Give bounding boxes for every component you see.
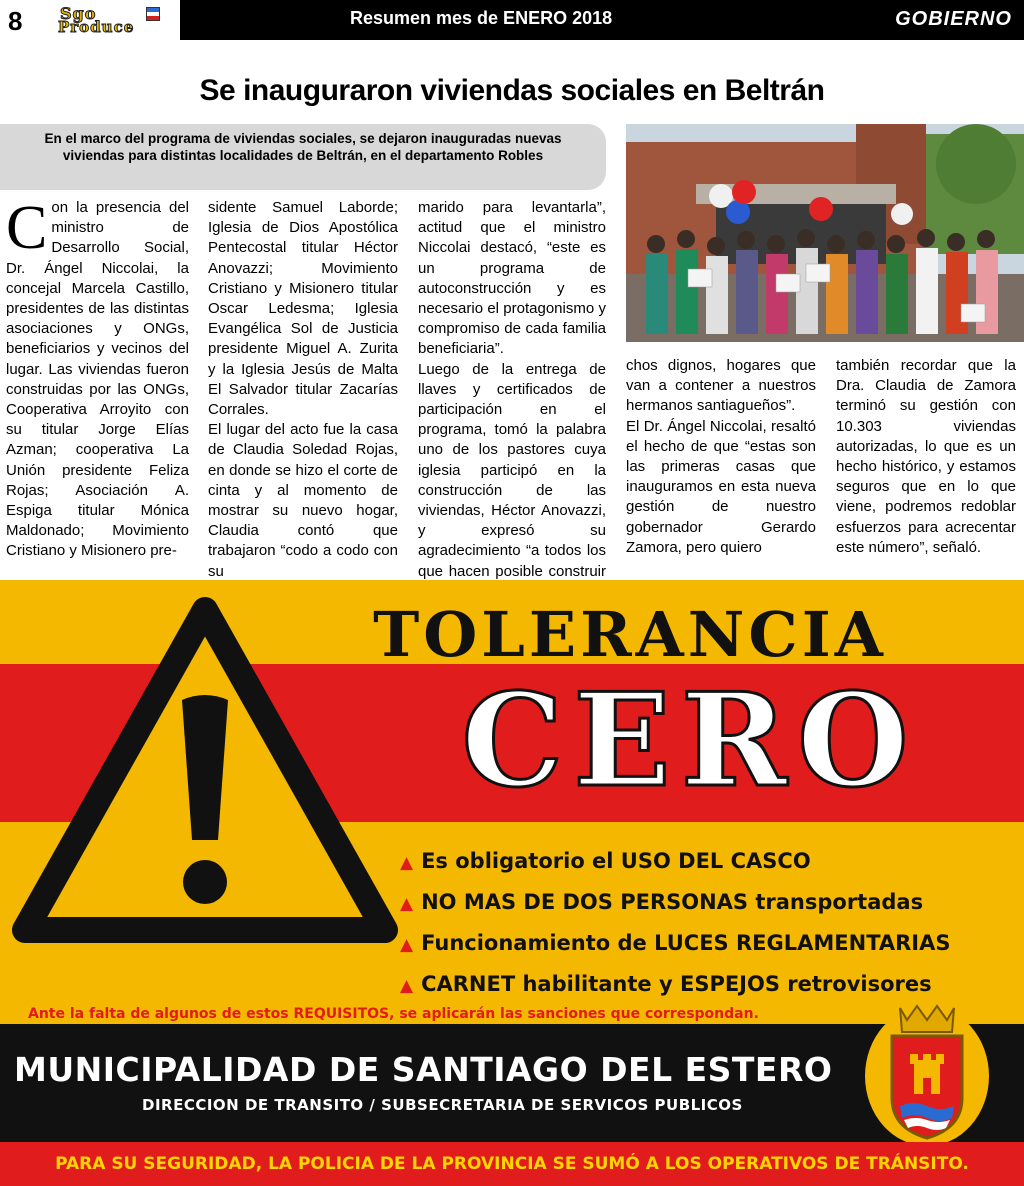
flag-icon: [146, 7, 160, 21]
column-4-paragraph-1: chos dignos, hogares que van a contener a nuestros hermanos santiagueños”.: [626, 357, 816, 415]
triangle-bullet-icon: ▲: [400, 976, 414, 996]
police-message: PARA SU SEGURIDAD, LA POLICIA DE LA PROVINCIA SE SUMÓ A LOS OPERATIVOS DE TRÁNSITO.: [55, 1154, 969, 1174]
page-number: 8: [8, 6, 23, 36]
housing-photo-illustration: [626, 124, 1024, 342]
publication-logo: [56, 4, 174, 36]
requirement-text: Funcionamiento de LUCES REGLAMENTARIAS: [421, 931, 951, 955]
requirement-text: Es obligatorio el USO DEL CASCO: [421, 849, 811, 873]
ad-title-cero: CERO: [461, 666, 919, 816]
requirement-item: [400, 883, 1000, 924]
article-column-3: [418, 198, 606, 602]
article-photo: [626, 124, 1024, 342]
logo-line1: Sgo: [60, 4, 97, 23]
drop-cap: C: [6, 194, 48, 262]
triangle-bullet-icon: ▲: [400, 853, 414, 873]
article-column-5: [836, 356, 1016, 558]
section-title: GOBIERNO: [895, 8, 1012, 30]
article-column-2: [208, 198, 398, 582]
column-2-paragraph-1: sidente Samuel Laborde; Iglesia de Dios Apostólica Pentecostal titular Héctor Anovazzi; Movimiento Cristiano y Misionero titular Oscar Ledesma; Iglesia Evangélica Sol de Justicia presidente Miguel A. Zurita y la Iglesia Jesús de Malta El Salvador titular Zacarías Corrales.: [208, 199, 398, 419]
column-2-paragraph-2: El lugar del acto fue la casa de Claudia Soledad Rojas, en donde se hizo el corte de cinta y al momento de mostrar su nuevo hogar, Claudia contó que trabajaron “codo a codo con su: [208, 421, 398, 580]
article-column-1: [6, 194, 189, 562]
department-name: DIRECCION DE TRANSITO / SUBSECRETARIA DE SERVICOS PUBLICOS: [142, 1096, 743, 1114]
municipality-name: MUNICIPALIDAD DE SANTIAGO DEL ESTERO: [14, 1050, 833, 1089]
traffic-advertisement: [0, 580, 1024, 1186]
page-header: [0, 0, 1024, 40]
triangle-bullet-icon: ▲: [400, 935, 414, 955]
column-3-paragraph-2: Luego de la entrega de llaves y certificados de participación en el programa, tomó la palabra uno de los pastores cuya iglesia participó en la construcción de las viviendas, Héctor Anovazzi, y expresó su agradecimiento “a todos los que hacen posible construir: [418, 360, 606, 580]
article-headline: Se inauguraron viviendas sociales en Beltrán: [199, 74, 825, 107]
requirement-item: [400, 924, 1000, 965]
column-4-paragraph-2: El Dr. Ángel Niccolai, resaltó el hecho de que “estas son las primeras casas que inauguramos en esta nueva gestión de nuestro gobernador Gerardo Zamora, pero quiero: [626, 417, 816, 556]
ad-title-tolerancia: TOLERANCIA: [373, 598, 887, 671]
requirements-list: [400, 842, 1000, 1006]
issue-title: Resumen mes de ENERO 2018: [350, 8, 613, 28]
triangle-bullet-icon: ▲: [400, 894, 414, 914]
requirement-item: [400, 842, 1000, 883]
crest-icon: [862, 998, 992, 1148]
column-5-text: también recordar que la Dra. Claudia de Zamora terminó su gestión con 10.303 viviendas autorizadas, lo que es un hecho histórico, y estamos seguros que en lo que viene, podremos redoblar esfuerzos para acrecentar este número”, señaló.: [836, 357, 1016, 556]
sanction-notice: Ante la falta de algunos de estos REQUISITOS, se aplicarán las sanciones que correspondan.: [28, 1006, 759, 1022]
article-column-4: [626, 356, 816, 558]
column-1-text: on la presencia del ministro de Desarrollo Social, Dr. Ángel Niccolai, la concejal Marcela Castillo, presidentes de las distintas asociaciones y ONGs, beneficiarios y vecinos del lugar. Las viviendas fueron construidas por las ONGs, Cooperativa Arroyito con su titular Jorge Elías Azman; cooperativa La Unión presidente Feliza Rojas; Asociación A. Espiga titular Mónica Maldonado; Movimiento Cristiano y Misionero pre-: [6, 199, 189, 560]
logo-line2: Produce: [58, 18, 135, 36]
article-deck: [0, 124, 606, 190]
column-3-paragraph-1: marido para levantarla”, actitud que el ministro Niccolai destacó, “este es un programa de autoconstrucción y es necesario el protagonismo y compromiso de cada familia beneficiaria”.: [418, 199, 606, 358]
requirement-text: NO MAS DE DOS PERSONAS transportadas: [421, 890, 924, 914]
requirement-text: CARNET habilitante y ESPEJOS retrovisores: [421, 972, 932, 996]
deck-text: En el marco del programa de viviendas sociales, se dejaron inauguradas nuevas viviendas para distintas localidades de Beltrán, en el departamento Robles: [44, 131, 562, 163]
